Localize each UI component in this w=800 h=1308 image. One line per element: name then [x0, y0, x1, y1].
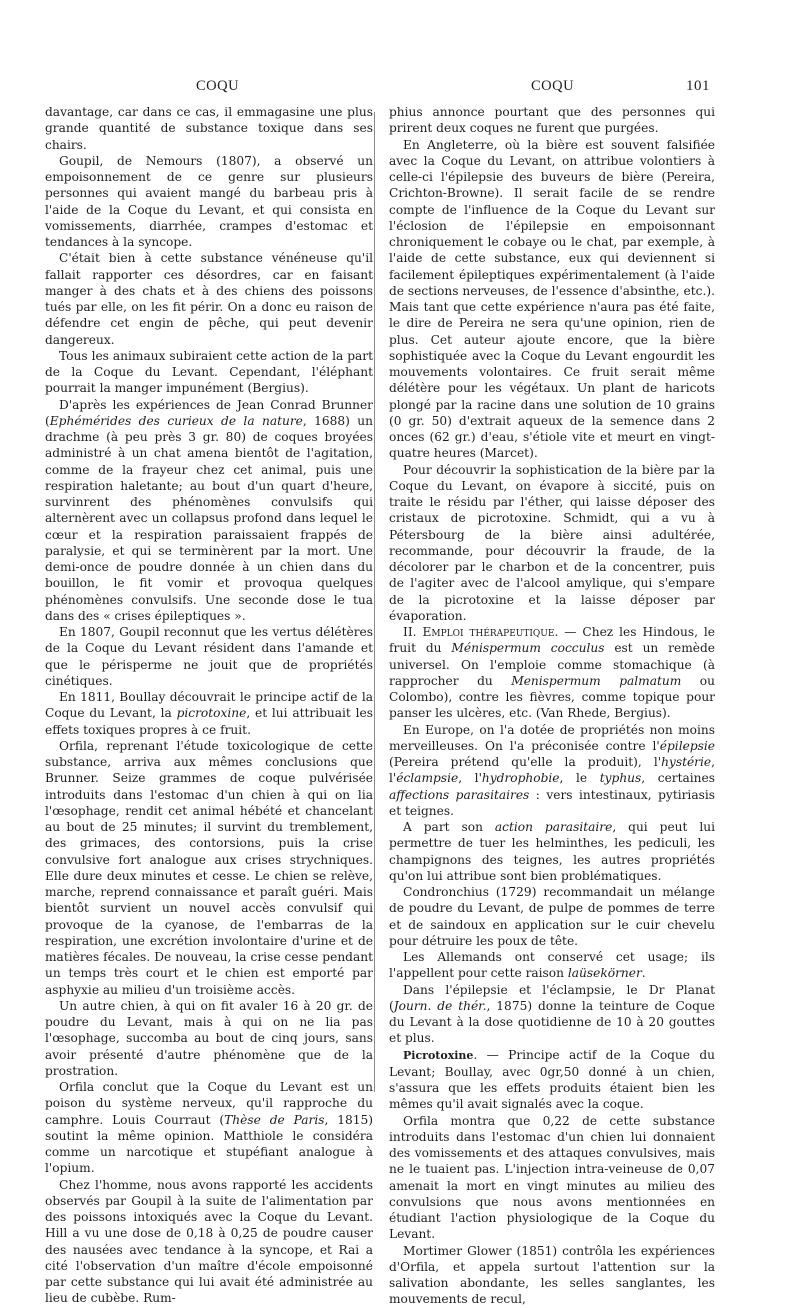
text-run: C'était bien à cette substance vénéneuse qu'il fallait rapporter ces désordres, car en faisant manger à des chats et à des chiens des poissons tués par elle, on les fit périr. On a donc eu raison de défendre cet engin de pêche, qui peut devenir dangereux. — [45, 251, 373, 347]
text-run: . — Principe actif de la Coque du Levant; Boullay, avec 0gr,50 donné à un chien, s'assura que les effets produits étaient bien les mêmes qu'il avait signalés avec la coque. — [389, 1047, 715, 1112]
text-run: Emploi thérapeutique — [422, 625, 555, 639]
paragraph — [389, 462, 715, 625]
text-run: épilepsie — [659, 738, 715, 753]
text-run: Pour découvrir la sophistication de la bière par la Coque du Levant, on évapore à siccité, puis on traite le résidu par l'éther, qui laisse déposer des cristaux de picrotoxine. Schmidt, qui a vu à Pétersbourg de la bière ainsi adultérée, recommande, pour découvrir la fraude, de la décolorer par le charbon et de la concentrer, puis de l'agiter avec de l'alcool amylique, qui s'empare de la picrotoxine et la laisse déposer par évaporation. — [389, 462, 715, 623]
text-run: Orfila conclut que la Coque du Levant est un poison du système nerveux, qu'il rapproche du camphre. Louis Courraut ( — [45, 1080, 373, 1127]
text-run: Mortimer Glower (1851) contrôla les expériences d'Orfila, et appela surtout l'attention sur la salivation abondante, les selles sanglantes, les mouvements de recul, — [389, 1243, 715, 1307]
text-run: Dans l'épilepsie et l'éclampsie, le Dr Planat ( — [389, 982, 715, 1013]
text-run: laüsekörner — [567, 966, 642, 981]
paragraph — [389, 137, 715, 462]
text-run: typhus — [599, 771, 642, 786]
paragraph — [389, 722, 715, 820]
text-run: picrotoxine — [176, 706, 247, 721]
text-run: phius annonce pourtant que des personnes qui prirent deux coques ne furent que purgées. — [389, 105, 715, 136]
paragraph — [389, 982, 715, 1047]
text-run: Orfila montra que 0,22 de cette substance introduits dans l'estomac d'un chien lui donnaient des vomissements et des attaques convulsives, mais ne le tuaient pas. L'injection intra-veineuse de 0,07 amenait la mort en vingt minutes au milieu des convulsions que nous avons mentionnées en étudiant l'action physiologique de la Coque du Levant. — [389, 1113, 715, 1242]
text-run: ou Colombo), contre les fièvres, comme topique pour panser les ulcères, etc. (Van Rhede, Bergius). — [389, 673, 715, 721]
text-run: . — Chez les Hindous, le fruit du — [389, 625, 715, 656]
text-run: Menispermum palmatum — [511, 673, 682, 688]
text-run: , 1875) donne la teinture de Coque du Levant à la dose quotidienne de 10 à 20 gouttes et plus. — [389, 998, 715, 1046]
text-run: En Europe, on l'a dotée de propriétés non moins merveilleuses. On l'a préconisée contre l' — [389, 722, 715, 753]
text-run: (Pereira prétend qu'elle la produit), l' — [389, 755, 662, 769]
left-column — [45, 104, 373, 1307]
text-run: , l' — [389, 755, 715, 786]
text-run: Thèse de Paris — [224, 1112, 325, 1127]
paragraph — [389, 1047, 715, 1113]
paragraph — [45, 738, 373, 998]
text-run: , 1815) soutint la même opinion. Matthiole le considéra comme un narcotique et stupéfiant analogue à l'opium. — [45, 1112, 373, 1176]
text-run: Ephémérides des curieux de la nature — [49, 413, 303, 428]
paragraph — [389, 1113, 715, 1243]
text-run: , qui peut lui permettre de tuer les helminthes, les pediculi, les champignons des teignes, les autres propriétés qu'on lui attribue sont bien problématiques. — [389, 820, 716, 883]
text-run: action parasitaire — [494, 820, 613, 834]
text-run: , 1688) un drachme (à peu près 3 gr. 80) de coques broyées administré à un chat amena bientôt de l'agitation, comme de la frayeur chez cet animal, puis une respiration haletante; au bout d'un quart d'heure, survinrent des phénomènes convulsifs qui alternèrent avec un collapsus profond dans lequel le cœur et la respiration paraissaient frappés de paralysie, et qui se terminèrent par la mort. Une demi-once de poudre donnée à un chien dans du bouillon, le fit vomir et provoqua quelques phénomènes convulsifs. Une seconde dose le tua dans des « crises épileptiques ». — [45, 413, 374, 623]
text-run: A part son — [403, 820, 495, 834]
paragraph — [45, 348, 373, 397]
text-run: Journ. de thér. — [393, 998, 487, 1013]
column-divider — [374, 112, 375, 1092]
text-run: En Angleterre, où la bière est souvent falsifiée avec la Coque du Levant, on attribue volontiers à celle-ci l'épilepsie des buveurs de bière (Pereira, Crichton-Browne). Il serait facile de se rendre compte de l'influence de la Coque du Levant sur l'éclosion de l'épilepsie en empoisonnant chroniquement le cobaye ou le chat, par exemple, à l'aide de cette substance, eux qui deviennent si facilement épileptiques expérimentalement (à l'aide de sections nerveuses, de l'essence d'absinthe, etc.). Mais tant que cette expérience n'aura pas été faite, le dire de Pereira ne sera qu'une opinion, rien de plus. Cet auteur ajoute encore, que la bière sophistiquée avec la Coque du Levant engourdit les mouvements volontaires. Ce fruit serait même délétère pour les végétaux. Un plant de haricots plongé par la racine dans une solution de 10 grains (0 gr. 50) d'extrait aqueux de la semence dans 2 onces (62 gr.) d'eau, s'étiole vite et meurt en vingt-quatre heures (Marcet). — [389, 137, 715, 461]
paragraph — [45, 104, 373, 153]
text-run: : vers intestinaux, pytiriasis et teignes. — [389, 787, 716, 818]
text-run: Picrotoxine — [403, 1048, 474, 1062]
text-run: , certaines — [641, 771, 716, 786]
paragraph — [45, 998, 373, 1079]
paragraph — [389, 624, 715, 722]
text-run: Tous les animaux subiraient cette action de la part de la Coque du Levant. Cependant, l'éléphant pourrait la manger impunément (Bergius). — [45, 348, 373, 396]
text-run: affections parasitaires — [389, 787, 530, 802]
page-number: 101 — [686, 78, 710, 94]
text-run: davantage, car dans ce cas, il emmagasine une plus grande quantité de substance toxique dans ses chairs. — [45, 105, 373, 152]
paragraph — [45, 397, 373, 625]
paragraph — [389, 884, 715, 949]
text-run: En 1811, Boullay découvrait le principe actif de la Coque du Levant, la — [45, 690, 373, 721]
paragraph — [389, 1243, 715, 1308]
text-run: , le — [559, 771, 600, 786]
running-head-right: COQU — [531, 78, 575, 94]
text-run: hystérie — [661, 755, 712, 769]
paragraph — [45, 624, 373, 689]
text-run: , l' — [458, 771, 482, 786]
text-run: Chez l'homme, nous avons rapporté les accidents observés par Goupil à la suite de l'alimentation par des poissons intoxiqués avec la Coque du Levant. Hill a vu une dose de 0,18 à 0,25 de poudre causer des nausées avec tendance à la syncope, et Rai a cité l'observation d'un maître d'école empoisonné par cette substance qui lui avait été administrée au lieu de cubèbe. Rum- — [45, 1177, 373, 1306]
text-run: Orfila, reprenant l'étude toxicologique de cette substance, arriva aux mêmes conclusions que Brunner. Seize grammes de coque pulvérisée introduits dans l'estomac d'un chien à qui on lia l'œsophage, rendit cet animal hébété et chancelant au bout de 25 minutes; il survint du tremblement, des grimaces, des contorsions, puis la crise convulsive fort analogue aux crises strychniques. Elle dure deux minutes et cesse. Le chien se relève, marche, reprend connaissance et paraît guéri. Mais bientôt survient un nouvel accès convulsif qui provoque de la cyanose, de l'embarras de la respiration, une excrétion involontaire d'urine et de matières fécales. De nouveau, la crise cesse pendant un temps très court et le chien est emporté par asphyxie au milieu d'un troisième accès. — [45, 738, 373, 997]
text-run: hydrophobie — [481, 771, 560, 786]
text-run: . — [641, 966, 646, 981]
paragraph — [45, 1079, 373, 1177]
running-head-left: COQU — [196, 78, 240, 94]
text-run: D'après les expériences de Jean Conrad Brunner ( — [45, 397, 373, 428]
paragraph — [45, 250, 373, 348]
text-run: Les Allemands ont conservé cet usage; ils l'appellent pour cette raison — [389, 950, 715, 981]
text-run: Ménispermum cocculus — [451, 641, 605, 656]
paragraph — [45, 1177, 373, 1307]
paragraph — [389, 949, 715, 982]
text-run: est un remède universel. On l'emploie comme stomachique (à rapprocher du — [389, 641, 715, 688]
paragraph — [45, 153, 373, 251]
text-run: II. — [403, 625, 423, 639]
paragraph — [45, 689, 373, 738]
text-run: Condronchius (1729) recommandait un mélange de poudre du Levant, de pulpe de pommes de terre et de saindoux en application sur le cuir chevelu pour détruire les poux de tête. — [389, 885, 715, 948]
right-column — [389, 104, 715, 1308]
text-run: Goupil, de Nemours (1807), a observé un empoisonnement de ce genre sur plusieurs personnes qui avaient mangé du barbeau pris à l'aide de la Coque du Levant, et qui consista en vomissements, diarrhée, crampes d'estomac et tendances à la syncope. — [45, 153, 373, 249]
paragraph — [389, 104, 715, 137]
text-run: Un autre chien, à qui on fit avaler 16 à 20 gr. de poudre du Levant, mais à qui on ne lia pas l'œsophage, succomba au bout de cinq jours, sans avoir présenté d'autre phénomène que de la prostration. — [45, 998, 373, 1078]
paragraph — [389, 819, 715, 884]
text-run: éclampsie — [396, 771, 459, 786]
text-run: , et lui attribuait les effets toxiques propres à ce fruit. — [45, 706, 373, 737]
text-run: En 1807, Goupil reconnut que les vertus délétères de la Coque du Levant résident dans l'amande et que le périsperme ne jouit que de propriétés cinétiques. — [45, 625, 373, 688]
